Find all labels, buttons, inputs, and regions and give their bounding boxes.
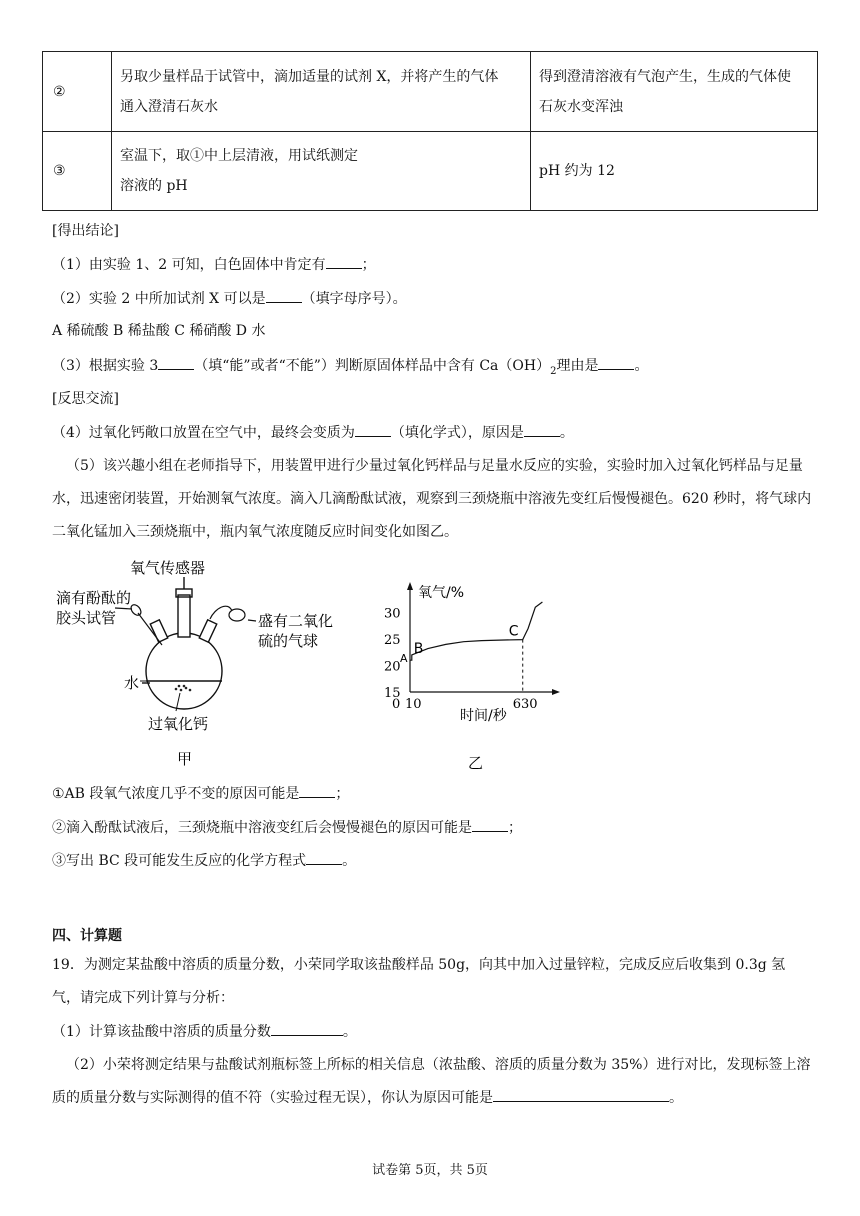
answer-blank[interactable] bbox=[299, 783, 335, 798]
question-19-1: （1）计算该盐酸中溶质的质量分数 。 bbox=[52, 1021, 357, 1042]
x-axis-arrow bbox=[552, 689, 560, 695]
options-line: A 稀硫酸 B 稀盐酸 C 稀硝酸 D 水 bbox=[52, 323, 266, 339]
apparatus-figure bbox=[50, 553, 360, 768]
answer-blank[interactable] bbox=[493, 1087, 669, 1102]
answer-blank[interactable] bbox=[158, 355, 194, 370]
oxygen-curve bbox=[410, 602, 542, 660]
step-number: ② bbox=[43, 52, 112, 132]
y-axis-arrow bbox=[407, 582, 413, 590]
x-tick-label: 0 bbox=[392, 697, 401, 712]
point-c-label: C bbox=[508, 623, 519, 640]
cao2-solid bbox=[175, 685, 192, 692]
water-label: 水 bbox=[124, 674, 140, 692]
answer-blank[interactable] bbox=[306, 850, 342, 865]
oxygen-chart bbox=[378, 580, 560, 770]
section-heading-calc: 四、计算题 bbox=[52, 928, 122, 944]
point-a-label: A bbox=[400, 652, 408, 666]
question-3: （3）根据实验 3 （填“能”或者“不能”）判断原固体样品中含有 $Ca(OH)_2$理由是 。 bbox=[52, 355, 648, 382]
question-1: （1）由实验 1、2 可知，白色固体中肯定有 ； bbox=[52, 254, 376, 275]
conclusion-heading: [得出结论] bbox=[52, 223, 119, 239]
table-row bbox=[43, 52, 818, 132]
sub-question-2: ②滴入酚酞试液后，三颈烧瓶中溶液变红后会慢慢褪色的原因可能是 ； bbox=[52, 817, 522, 838]
answer-blank[interactable] bbox=[326, 254, 362, 269]
balloon-label-2: 硫的气球 bbox=[258, 632, 319, 650]
point-b-label: B bbox=[413, 640, 424, 657]
operation-cell: 室温下，取①中上层清液，用试纸测定 溶液的 pH bbox=[112, 132, 531, 211]
y-tick-label: 20 bbox=[384, 659, 401, 675]
question-19-2: （2）小荣将测定结果与盐酸试剂瓶标签上所标的相关信息（浓盐酸、溶质的质量分数为 35%）进行对比，发现标签上溶质的质量分数与实际测得的值不符（实验过程无误），你认为原因可能是 。 bbox=[52, 1057, 811, 1106]
operation-cell: 另取少量样品于试管中，滴加适量的试剂 X，并将产生的气体 通入澄清石灰水 bbox=[112, 52, 531, 132]
x-axis-title: 时间/秒 bbox=[460, 708, 507, 724]
table-row bbox=[43, 132, 818, 211]
sub-question-1: ①AB 段氧气浓度几乎不变的原因可能是 ； bbox=[52, 783, 349, 804]
result-cell: pH 约为 12 bbox=[531, 132, 818, 211]
question-4: （4）过氧化钙敞口放置在空气中，最终会变质为 （填化学式），原因是 。 bbox=[52, 422, 574, 443]
answer-blank[interactable] bbox=[524, 422, 560, 437]
reflection-heading: [反思交流] bbox=[52, 391, 119, 407]
balloon-label-1: 盛有二氧化 bbox=[258, 612, 334, 630]
question-5: （5）该兴趣小组在老师指导下，用装置甲进行少量过氧化钙样品与足量水反应的实验，实验时加入过氧化钙样品与足量水，迅速密闭装置，开始测氧气浓度。滴入几滴酚酞试液，观察到三颈烧瓶中溶液先变红后慢慢褪色。620 秒时，将气球内二氧化锰加入三颈烧瓶中，瓶内氧气浓度随反应时间变化如图乙。 bbox=[52, 458, 812, 540]
page-footer: 试卷第 5页，共 5页 bbox=[372, 1163, 488, 1178]
dropper-label-1: 滴有酚酞的 bbox=[56, 589, 132, 607]
answer-blank[interactable] bbox=[598, 355, 634, 370]
question-19: 19．为测定某盐酸中溶质的质量分数，小荣同学取该盐酸样品 50g，向其中加入过量锌粒，完成反应后收集到 0.3g 氢气，请完成下列计算与分析： bbox=[52, 957, 786, 1006]
answer-blank[interactable] bbox=[271, 1021, 343, 1036]
answer-blank[interactable] bbox=[355, 422, 391, 437]
experiment-table bbox=[42, 51, 818, 211]
figure-caption-yi: 乙 bbox=[468, 754, 484, 770]
result-cell: 得到澄清溶液有气泡产生，生成的气体使 石灰水变浑浊 bbox=[531, 52, 818, 132]
y-tick-label: 25 bbox=[384, 633, 401, 649]
x-tick-label: 10 bbox=[405, 697, 422, 712]
answer-blank[interactable] bbox=[266, 288, 302, 303]
y-tick-label: 30 bbox=[384, 606, 401, 622]
y-tick-labels bbox=[384, 607, 401, 701]
balloon bbox=[210, 606, 256, 621]
sub-question-3: ③写出 BC 段可能发生反应的化学方程式 。 bbox=[52, 850, 356, 871]
cao2-label: 过氧化钙 bbox=[148, 715, 209, 733]
figure-caption-jia: 甲 bbox=[177, 750, 193, 768]
x-tick-label: 630 bbox=[512, 697, 538, 712]
question-2: （2）实验 2 中所加试剂 X 可以是 （填字母序号）。 bbox=[52, 288, 407, 309]
y-axis-title: 氧气/% bbox=[418, 585, 465, 601]
step-number: ③ bbox=[43, 132, 112, 211]
y-tick-label: 15 bbox=[384, 686, 401, 701]
answer-blank[interactable] bbox=[472, 817, 508, 832]
sensor-label: 氧气传感器 bbox=[130, 559, 206, 577]
dropper-label-2: 胶头试管 bbox=[56, 609, 117, 627]
